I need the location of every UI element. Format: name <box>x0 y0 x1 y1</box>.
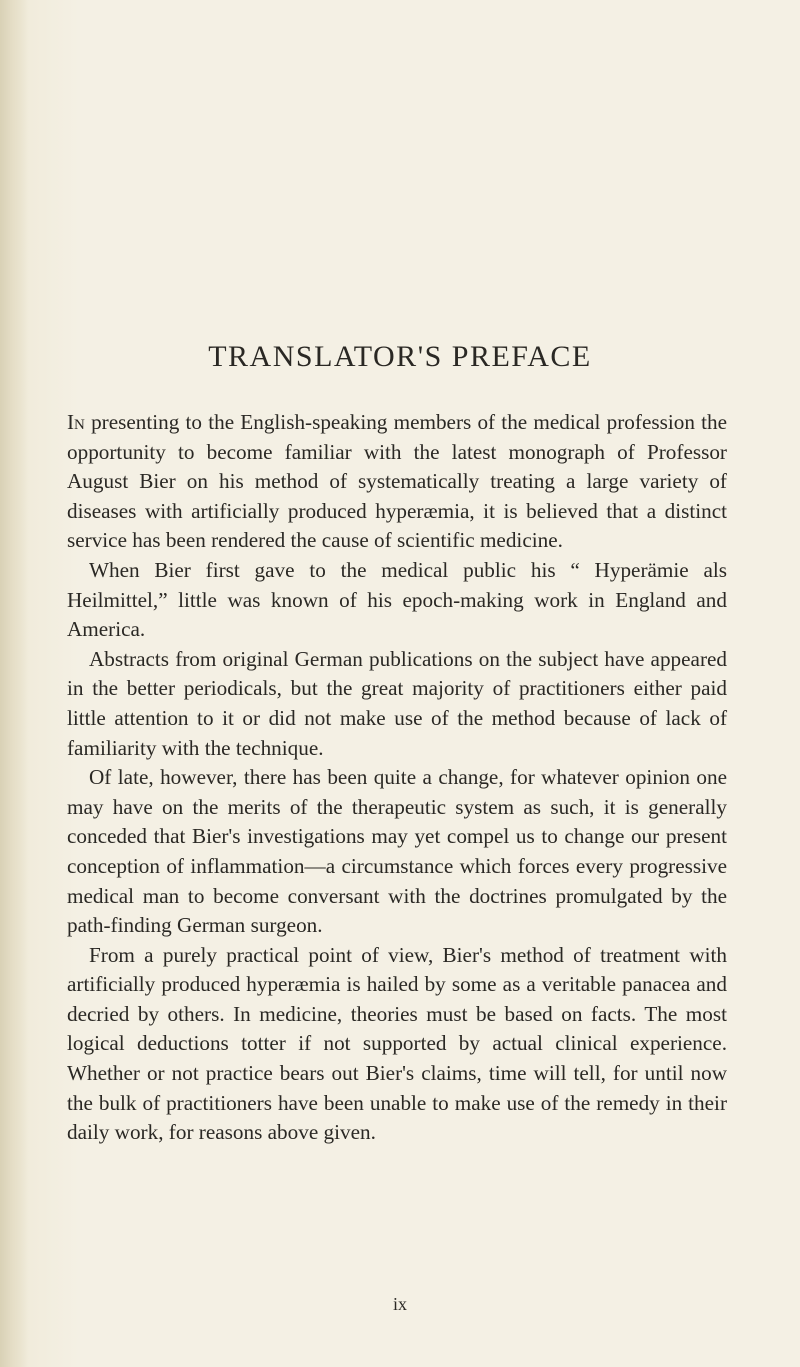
page-binding-shadow <box>0 0 28 1367</box>
paragraph-4: Of late, however, there has been quite a change, for whatever opinion one may have on the merits of the therapeutic system as such, it is generally conceded that Bier's investigations may yet compel us to change our present conception of inflammation—a circumstance which forces every progressive medical man to become conversant with the doctrines promulgated by the path-finding German surgeon. <box>67 765 727 938</box>
paragraph-text: presenting to the English-speaking members of the medical profession the opportunity to become familiar with the latest monograph of Professor August Bier on his method of systematically treating a large variety of diseases with artificially produced hyperæmia, it is believed that a distinct service has been rendered the cause of scientific medicine. <box>67 410 727 553</box>
paragraph-lead-word: In <box>67 410 85 434</box>
preface-body <box>67 408 727 1148</box>
paragraph-5: From a purely practical point of view, Bier's method of treatment with artificially produced hyperæmia is hailed by some as a veritable panacea and decried by others. In medicine, theories must be based on facts. The most logical deductions totter if not supported by actual clinical experience. Whether or not practice bears out Bier's claims, time will tell, for until now the bulk of practitioners have been unable to make use of the remedy in their daily work, for reasons above given. <box>67 942 727 1145</box>
page-number: ix <box>392 1294 407 1314</box>
paragraph-2: When Bier first gave to the medical public his “ Hyperämie als Heilmittel,” little was known of his epoch-making work in England and America. <box>67 557 727 642</box>
page-title: TRANSLATOR'S PREFACE <box>208 340 592 373</box>
paragraph-1 <box>67 408 727 556</box>
paragraph-3: Abstracts from original German publications on the subject have appeared in the better periodicals, but the great majority of practitioners either paid little attention to it or did not make use of the method because of lack of familiarity with the technique. <box>67 646 727 760</box>
